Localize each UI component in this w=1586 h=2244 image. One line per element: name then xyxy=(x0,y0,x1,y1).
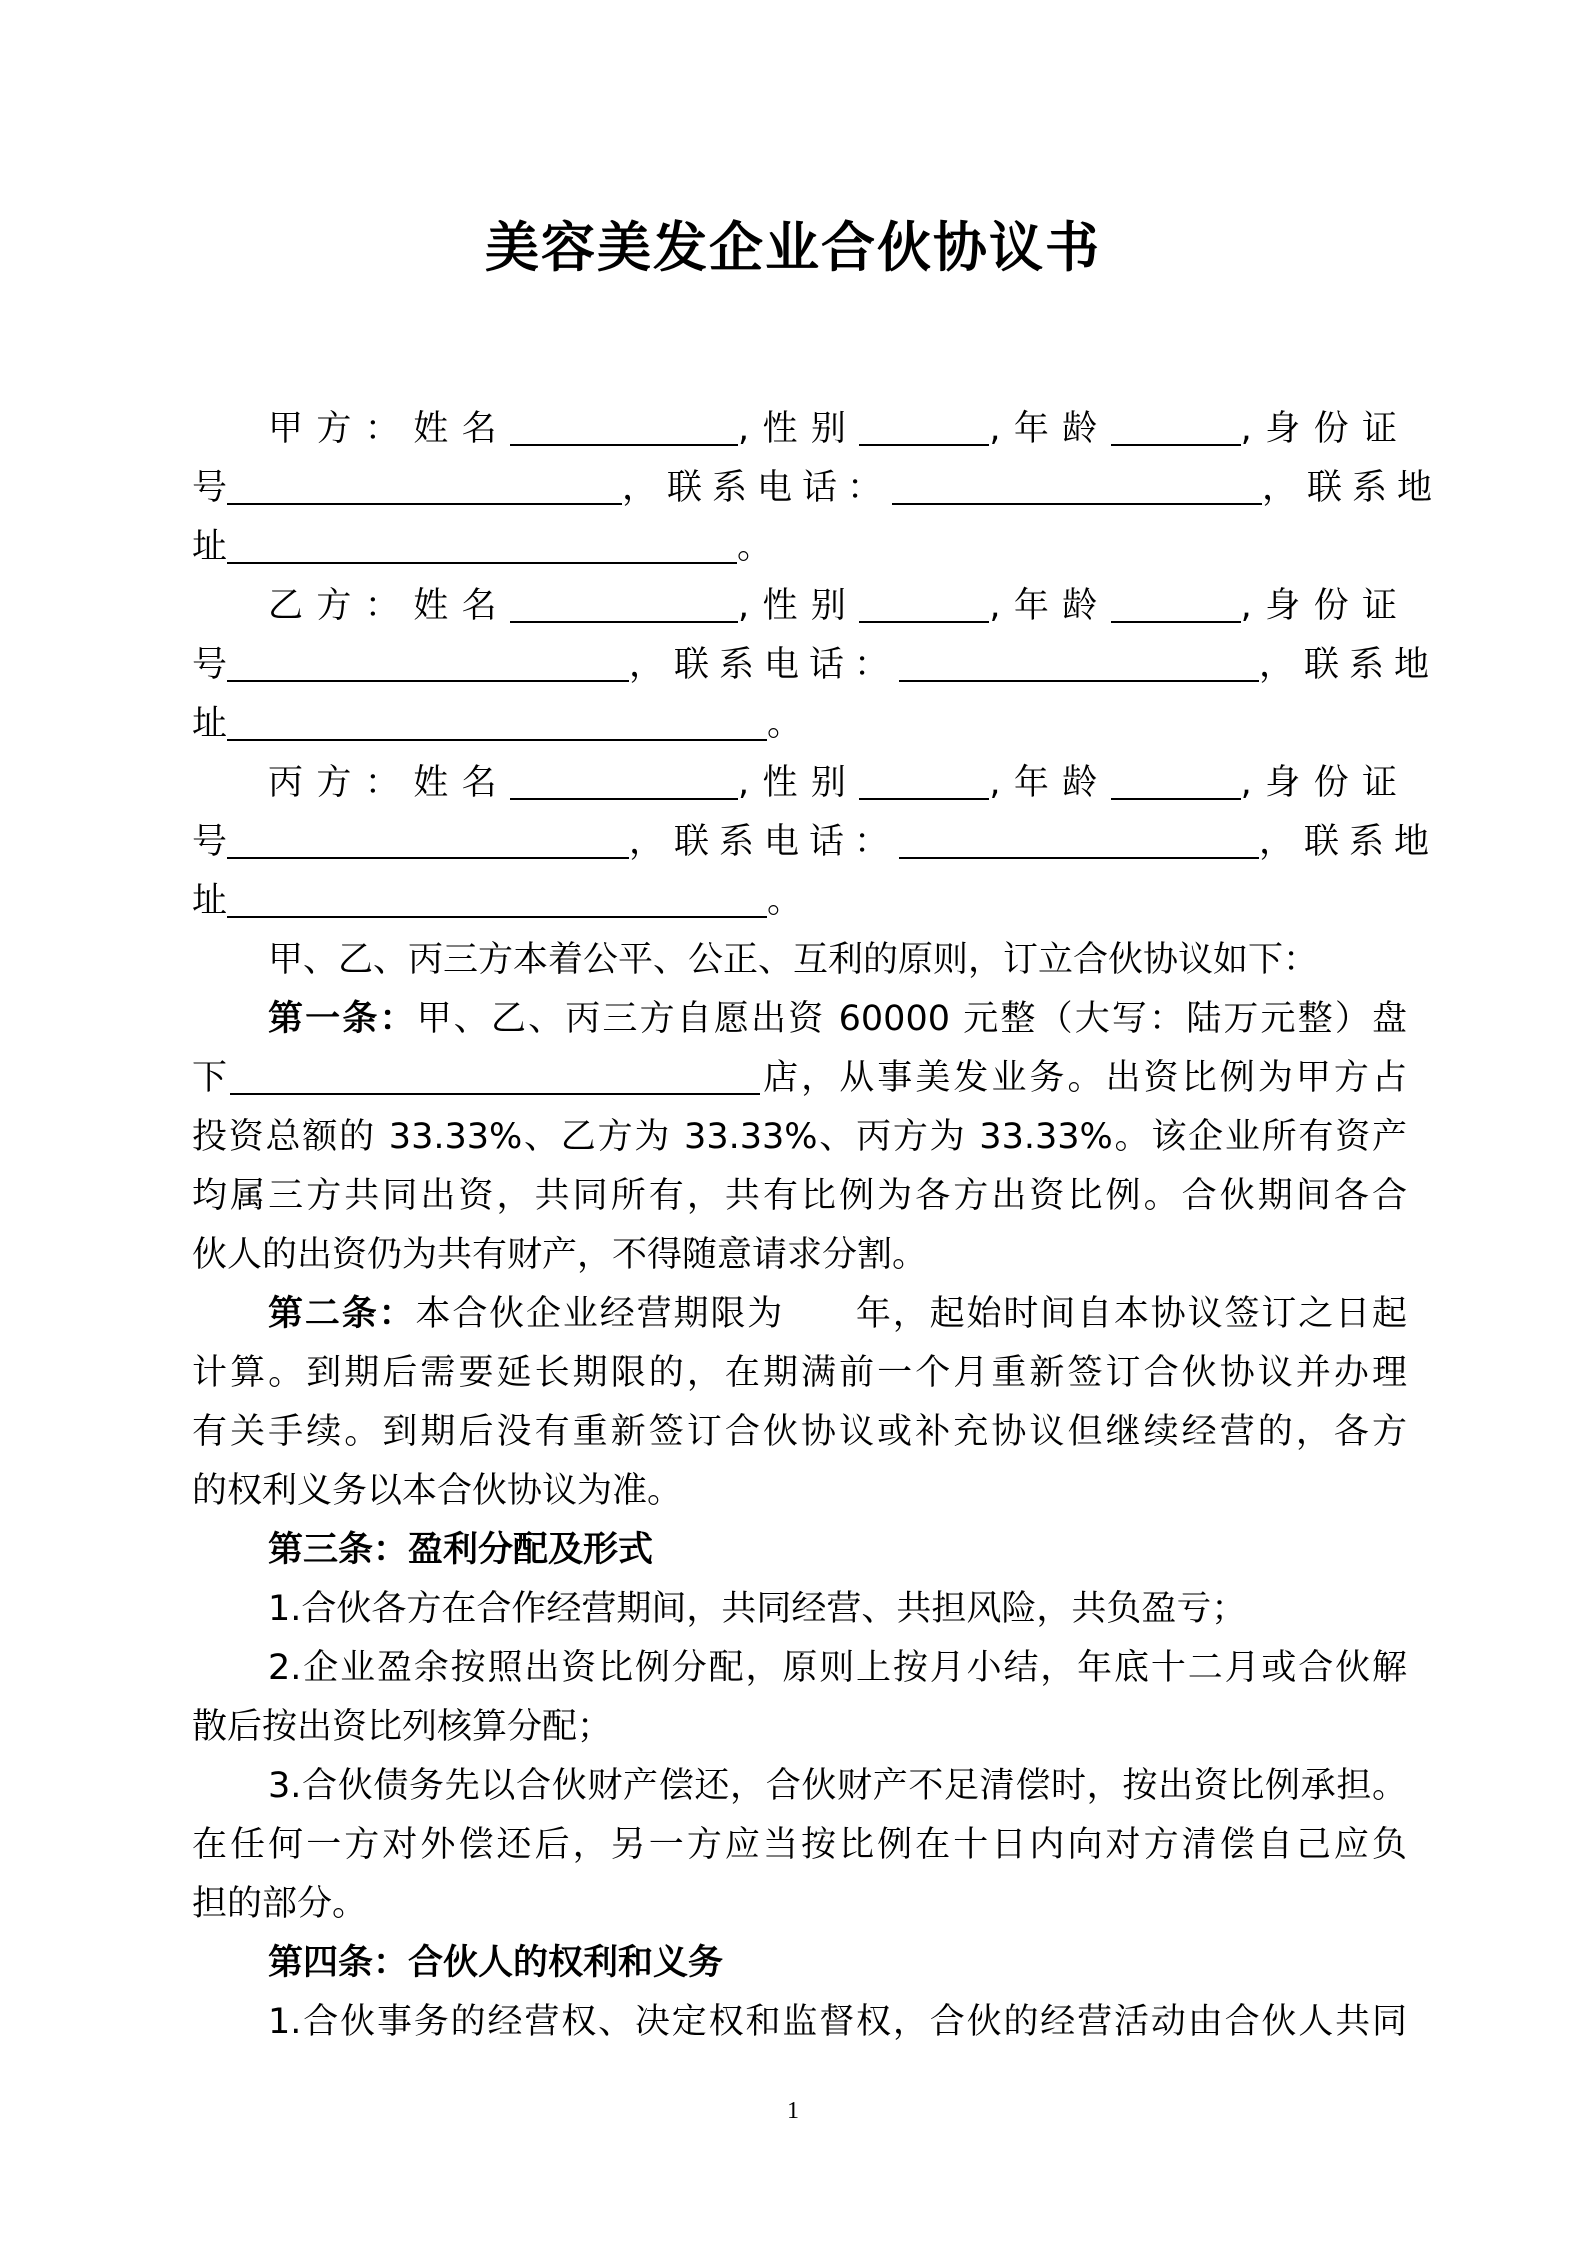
article-3-item-2-line-1: 2.企业盈余按照出资比例分配，原则上按月小结，年底十二月或合伙解 xyxy=(268,1648,1407,1688)
party-c-line-3: 址 。 xyxy=(192,881,803,921)
party-a-age-blank xyxy=(1111,408,1241,446)
party-c-age-blank xyxy=(1111,762,1241,800)
party-b-age-blank xyxy=(1111,585,1241,623)
party-b-name-blank xyxy=(510,585,738,623)
article-1-line-3: 投资总额的 33.33%、乙方为 33.33%、丙方为 33.33%。该企业所有资产 xyxy=(192,1117,1407,1157)
article-2-line-2: 计算。到期后需要延长期限的，在期满前一个月重新签订合伙协议并办理 xyxy=(192,1353,1407,1393)
party-b-phone-blank xyxy=(899,644,1259,682)
party-a-line-3: 址 。 xyxy=(192,527,773,567)
party-c-line-1: 丙方：姓名 ,性别 ,年龄 ,身份证 xyxy=(268,763,1407,803)
party-a-id-blank xyxy=(227,467,622,505)
article-1-line-4: 均属三方共同出资，共同所有，共有比例为各方出资比例。合伙期间各合 xyxy=(192,1176,1407,1216)
party-a-phone-blank xyxy=(892,467,1262,505)
article-2-line-1: 第二条：本合伙企业经营期限为 年，起始时间自本协议签订之日起 xyxy=(268,1294,1407,1334)
party-b-line-2: 号 ，联系电话： ，联系地 xyxy=(192,645,1440,685)
article-1-label: 第一条： xyxy=(268,999,417,1039)
party-c-line-2: 号 ，联系电话： ，联系地 xyxy=(192,822,1440,862)
article-4-heading: 第四条：合伙人的权利和义务 xyxy=(268,1943,724,1983)
article-3-item-3-line-2: 在任何一方对外偿还后，另一方应当按比例在十日内向对方清偿自己应负 xyxy=(192,1825,1407,1865)
article-3-heading: 第三条：盈利分配及形式 xyxy=(268,1530,654,1570)
party-a-gender-blank xyxy=(859,408,989,446)
article-1-line-1: 第一条：甲、乙、丙三方自愿出资 60000 元整（大写：陆万元整）盘 xyxy=(268,999,1407,1039)
article-2-line-3: 有关手续。到期后没有重新签订合伙协议或补充协议但继续经营的，各方 xyxy=(192,1412,1407,1452)
party-b-line-3: 址 。 xyxy=(192,704,803,744)
article-3-item-3-line-1: 3.合伙债务先以合伙财产偿还，合伙财产不足清偿时，按出资比例承担。 xyxy=(268,1766,1407,1806)
party-c-id-blank xyxy=(227,821,629,859)
party-c-address-blank xyxy=(227,880,767,918)
party-a-line-1: 甲方：姓名 ,性别 ,年龄 ,身份证 xyxy=(268,409,1407,449)
party-a-line-2: 号 ，联系电话： ，联系地 xyxy=(192,468,1443,508)
article-2-line-4: 的权利义务以本合伙协议为准。 xyxy=(192,1471,683,1511)
party-b-line-1: 乙方：姓名 ,性别 ,年龄 ,身份证 xyxy=(268,586,1407,626)
party-c-name-blank xyxy=(510,762,738,800)
party-a-address-blank xyxy=(227,526,737,564)
article-2-label: 第二条： xyxy=(268,1294,416,1334)
party-c-gender-blank xyxy=(859,762,989,800)
agreement-body xyxy=(192,400,1443,2052)
page-number: 1 xyxy=(787,2098,799,2124)
shop-name-blank xyxy=(230,1057,760,1095)
article-3-item-1: 1.合伙各方在合作经营期间，共同经营、共担风险，共负盈亏； xyxy=(268,1589,1247,1629)
article-1-line-5: 伙人的出资仍为共有财产，不得随意请求分割。 xyxy=(192,1235,928,1275)
article-3-item-2-line-2: 散后按出资比列核算分配； xyxy=(192,1707,613,1747)
party-b-id-blank xyxy=(227,644,629,682)
article-4-item-1: 1.合伙事务的经营权、决定权和监督权，合伙的经营活动由合伙人共同 xyxy=(268,2002,1407,2042)
article-1-line-2: 下 店，从事美发业务。出资比例为甲方占 xyxy=(192,1058,1407,1098)
intro-line: 甲、乙、丙三方本着公平、公正、互利的原则，订立合伙协议如下： xyxy=(268,940,1319,980)
party-b-gender-blank xyxy=(859,585,989,623)
party-b-address-blank xyxy=(227,703,767,741)
party-c-phone-blank xyxy=(899,821,1259,859)
party-a-name-blank xyxy=(510,408,738,446)
page-title: 美容美发企业合伙协议书 xyxy=(485,216,1101,279)
article-3-item-3-line-3: 担的部分。 xyxy=(192,1884,368,1924)
